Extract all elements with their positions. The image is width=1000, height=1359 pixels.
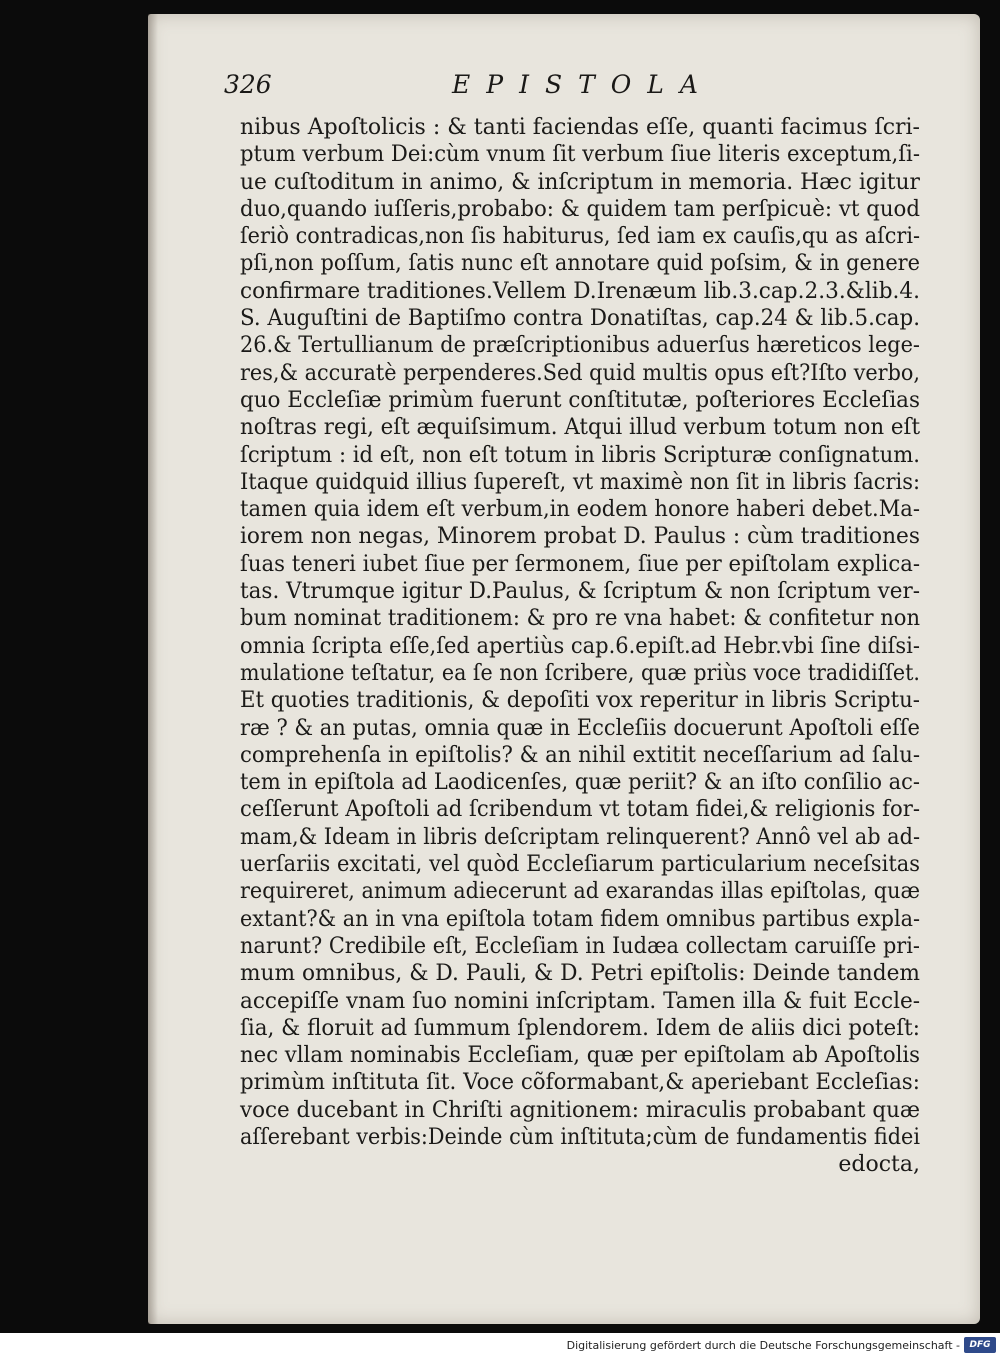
text-line: extant?& an in vna epiſtola totam fidem omnibus partibus expla- xyxy=(240,906,921,932)
text-line: requireret, animum adiecerunt ad exarandas illas epiſtolas, quæ xyxy=(240,879,920,905)
text-line: ſuas teneri iubet ſiue per ſermonem, ſiue per epiſtolam explica- xyxy=(240,551,920,577)
text-line: ue cuſtoditum in animo, & inſcriptum in memoria. Hæc igitur xyxy=(240,169,920,195)
text-line: uerſariis excitati, vel quòd Eccleſiarum particularium neceſsitas xyxy=(240,852,921,878)
text-line: confirmare traditiones.Vellem D.Irenæum lib.3.cap.2.3.&lib.4. xyxy=(240,278,921,304)
text-line: nibus Apoſtolicis : & tanti faciendas eſſe, quanti facimus ſcri- xyxy=(240,115,920,140)
text-line: mulatione teſtatur, ea ſe non ſcribere, quæ priùs voce tradidiſſet. xyxy=(240,660,920,686)
running-head: EPISTOLA xyxy=(452,70,714,99)
text-line: omnia ſcripta eſſe,ſed apertiùs cap.6.epiſt.ad Hebr.vbi ſine diſsi- xyxy=(240,633,920,659)
dfg-logo: DFG xyxy=(964,1337,996,1353)
text-line: tas. Vtrumque igitur D.Paulus, & ſcriptum & non ſcriptum ver- xyxy=(240,579,921,605)
text-line: Itaque quidquid illius ſupereſt, vt maximè non ſit in libris ſacris: xyxy=(240,469,921,495)
text-line: ſcriptum : id eſt, non eſt totum in libris Scripturæ conſignatum. xyxy=(240,442,920,468)
catchword: edocta, xyxy=(838,1152,920,1178)
text-line: bum nominat traditionem: & pro re vna habet: & confitetur non xyxy=(240,606,921,632)
text-line: ſia, & floruit ad ſummum ſplendorem. Idem de aliis dici poteſt: xyxy=(240,1015,920,1041)
text-line: narunt? Credibile eſt, Eccleſiam in Iudæa collectam caruiſſe pri- xyxy=(240,933,920,959)
text-line: voce ducebant in Chriſti agnitionem: miraculis probabant quæ xyxy=(240,1097,921,1123)
text-line: comprehenſa in epiſtolis? & an nihil extitit neceſſarium ad ſalu- xyxy=(240,742,921,768)
text-line: mum omnibus, & D. Pauli, & D. Petri epiſtolis: Deinde tandem xyxy=(240,961,920,987)
funding-credit: Digitalisierung gefördert durch die Deutsche Forschungsgemeinschaft - xyxy=(566,1339,960,1352)
page-gutter-shadow xyxy=(148,14,158,1324)
text-line: ptum verbum Dei:cùm vnum ſit verbum ſiue literis exceptum,ſi- xyxy=(240,142,920,168)
body-text xyxy=(240,114,920,1179)
text-line: ræ ? & an putas, omnia quæ in Eccleſiis docuerunt Apoſtoli eſſe xyxy=(240,715,920,741)
text-line: mam,& Ideam in libris deſcriptam relinquerent? Annô vel ab ad- xyxy=(240,824,921,850)
text-line: duo,quando iuſſeris,probabo: & quidem tam perſpicuè: vt quod xyxy=(240,196,920,222)
text-line: noſtras regi, eſt æquiſsimum. Atqui illud verbum totum non eſt xyxy=(240,415,921,441)
text-line: primùm inſtituta ſit. Voce cõformabant,& aperiebant Eccleſias: xyxy=(240,1070,920,1096)
text-line: ſeriò contradicas,non ſis habiturus, ſed iam ex cauſis,qu as aſcri- xyxy=(240,224,921,250)
digitization-footer xyxy=(0,1333,1000,1359)
page-number: 326 xyxy=(224,70,272,99)
text-line: accepiſſe vnam ſuo nomini inſcriptam. Tamen illa & fuit Eccle- xyxy=(240,988,921,1014)
text-line: quo Eccleſiæ primùm fuerunt conſtitutæ, poſteriores Eccleſias xyxy=(240,387,920,413)
text-line: pſi,non poſſum, ſatis nunc eſt annotare quid poſsim, & in genere xyxy=(240,251,921,277)
text-line: res,& accuratè perpenderes.Sed quid multis opus eſt?Iſto verbo, xyxy=(240,360,920,386)
text-line: iorem non negas, Minorem probat D. Paulus : cùm traditiones xyxy=(240,524,920,550)
text-line: Et quoties traditionis, & depoſiti vox reperitur in libris Scriptu- xyxy=(240,688,920,714)
text-line: ceſſerunt Apoſtoli ad ſcribendum vt totam fidei,& religionis for- xyxy=(240,797,920,823)
text-line: tem in epiſtola ad Laodicenſes, quæ periit? & an iſto conſilio ac- xyxy=(240,770,920,796)
text-line: S. Auguſtini de Baptiſmo contra Donatiſtas, cap.24 & lib.5.cap. xyxy=(240,306,920,332)
text-line: aſſerebant verbis:Deinde cùm inſtituta;cùm de fundamentis fidei xyxy=(240,1124,920,1150)
text-line: nec vllam nominabis Eccleſiam, quæ per epiſtolam ab Apoſtolis xyxy=(240,1043,921,1069)
text-line: tamen quia idem eſt verbum,in eodem honore haberi debet.Ma- xyxy=(240,497,920,523)
text-line: 26.& Tertullianum de præſcriptionibus aduerſus hæreticos lege- xyxy=(240,333,920,359)
